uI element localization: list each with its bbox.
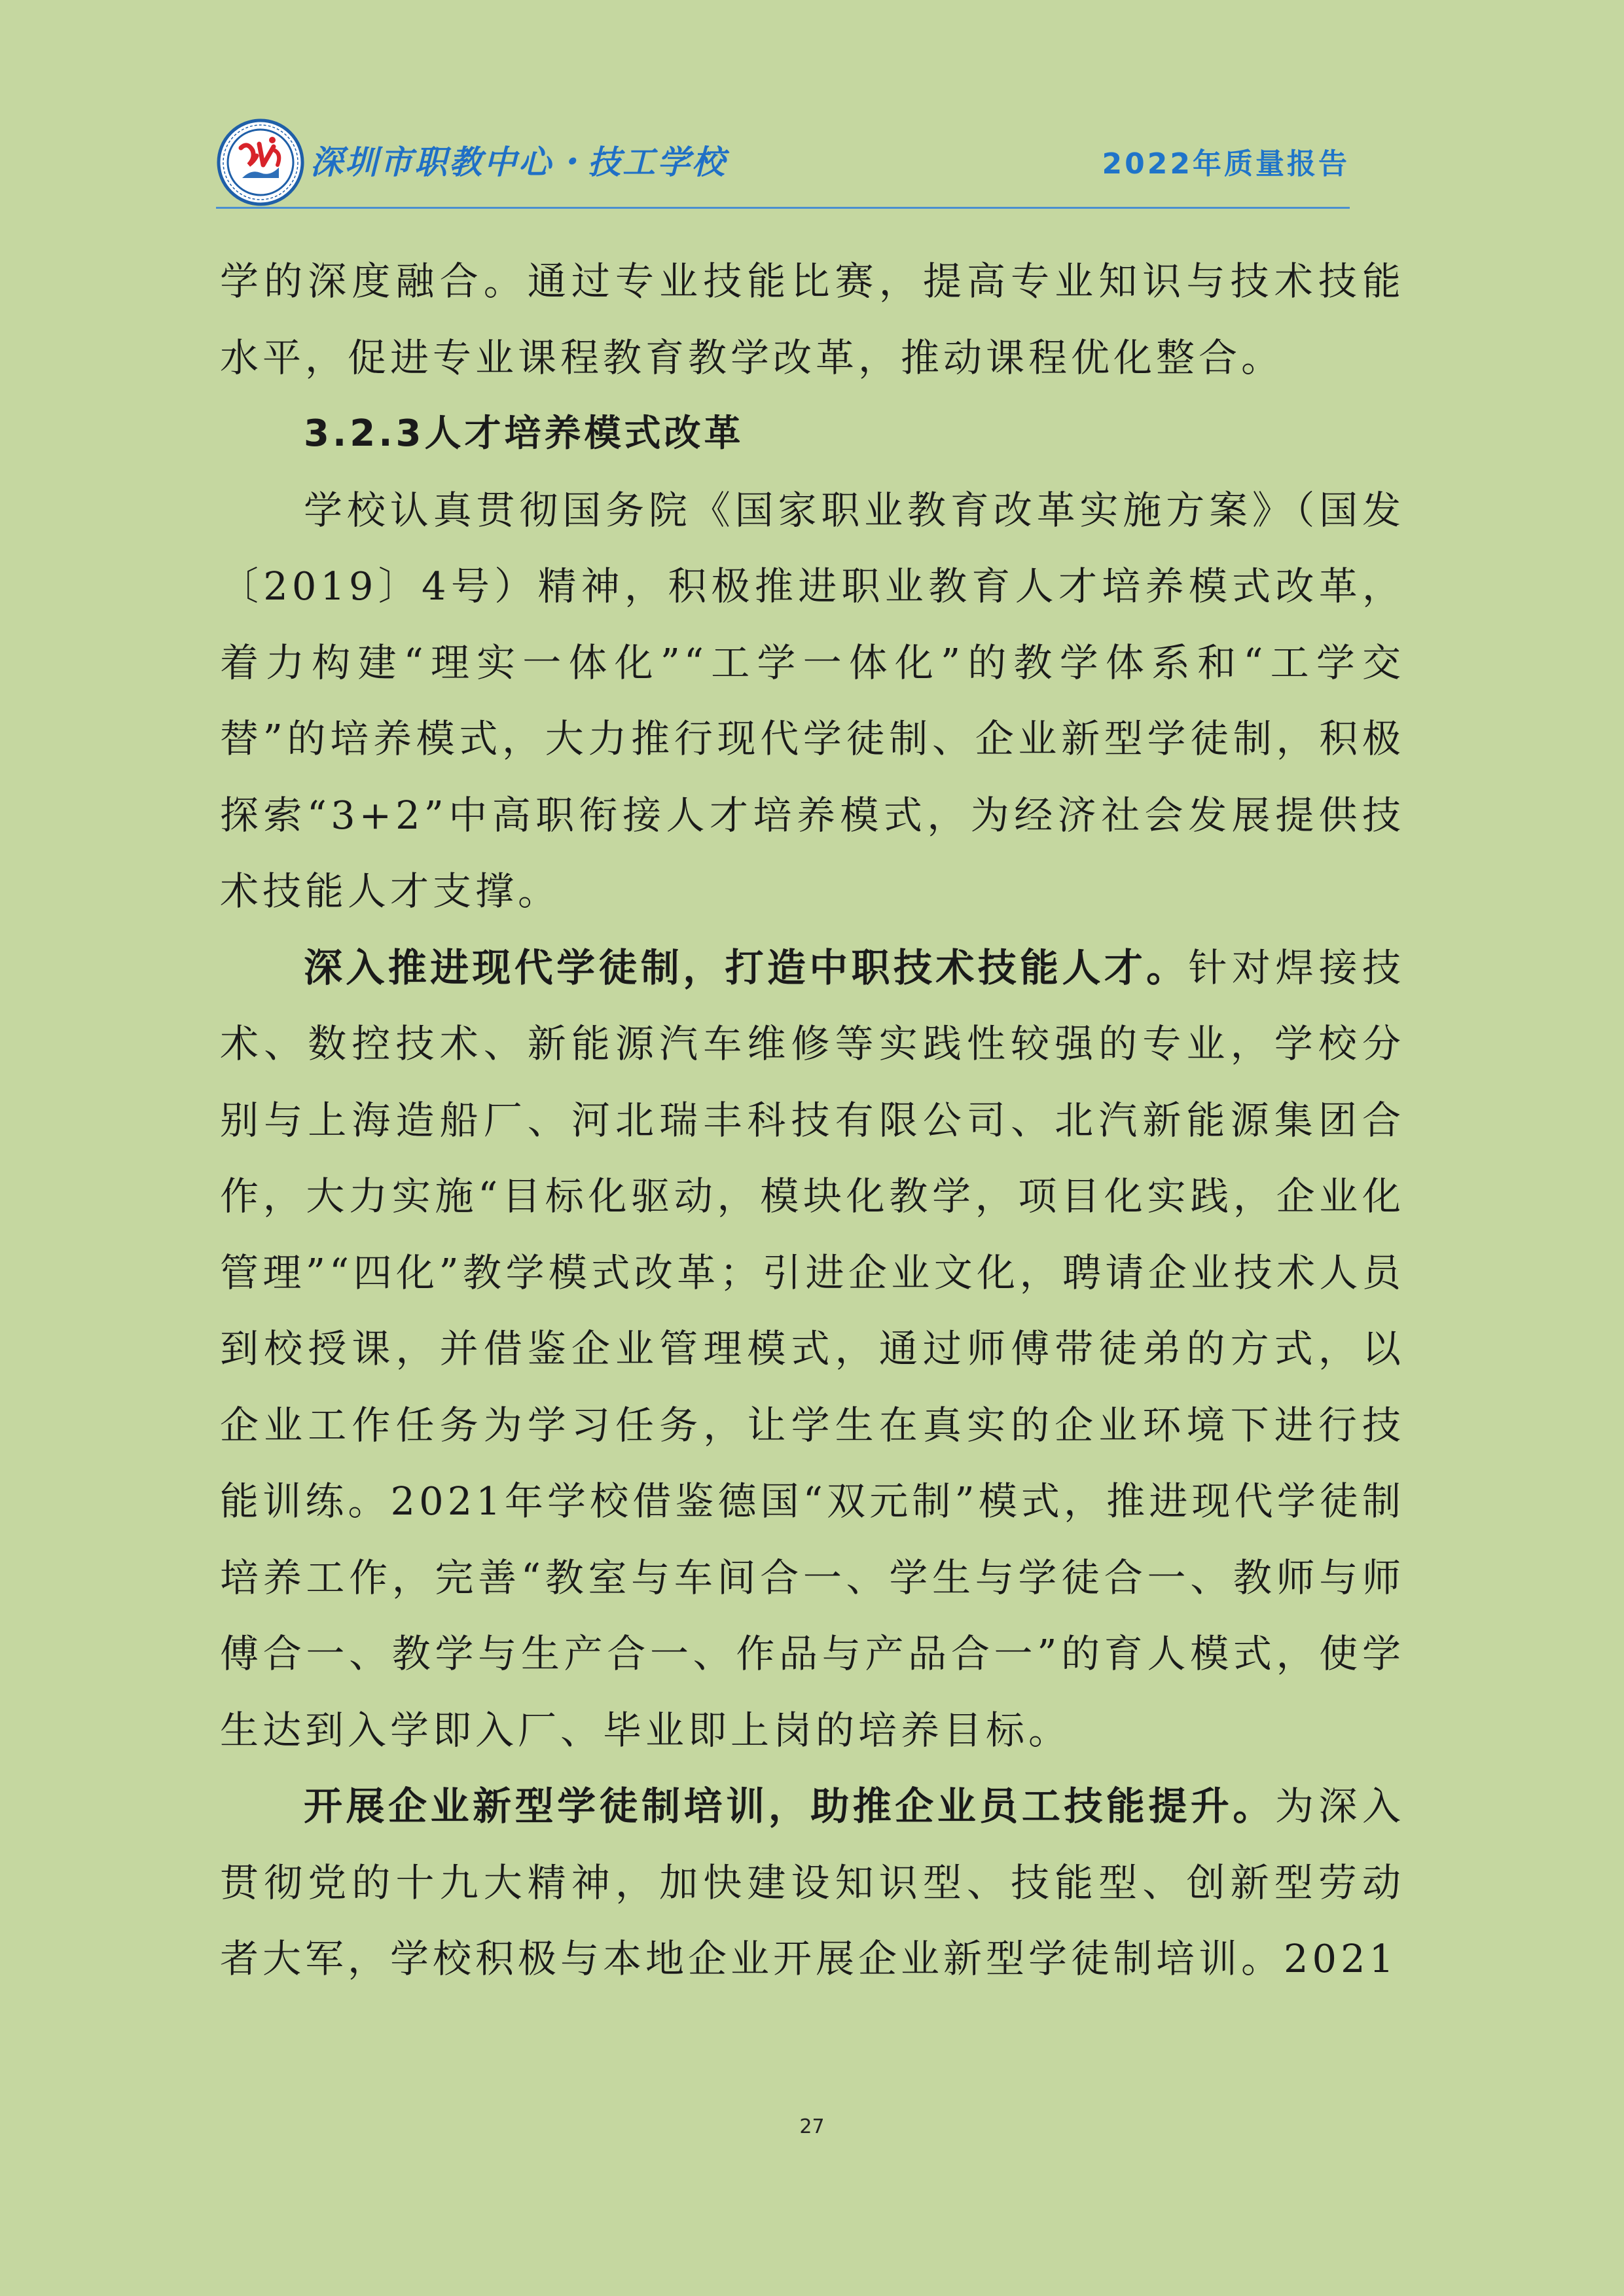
page-header xyxy=(216,117,1350,208)
page-number: 27 xyxy=(799,2115,825,2138)
paragraph-3-lead: 深入推进现代学徒制，打造中职技术技能人才。 xyxy=(304,944,1189,990)
body-paragraph-4 xyxy=(220,1768,1405,1998)
school-emblem-icon xyxy=(216,118,305,207)
report-title: 2022年质量报告 xyxy=(1102,147,1350,181)
body-paragraph-2: 学校认真贯彻国务院《国家职业教育改革实施方案》（国发〔2019〕4号）精神，积极推进职业教育人才培养模式改革，着力构建“理实一体化”“工学一体化”的教学体系和“工学交替”的培养模式，大力推行现代学徒制、企业新型学徒制，积极探索“3+2”中高职衔接人才培养模式，为经济社会发展提供技术技能人才支撑。 xyxy=(220,487,1405,914)
paragraph-4-lead: 开展企业新型学徒制培训，助推企业员工技能提升。 xyxy=(304,1784,1275,1829)
paragraph-4-text: 为深入贯彻党的十九大精神，加快建设知识型、技能型、创新型劳动者大军，学校积极与本地企业开展企业新型学徒制培训。2021 xyxy=(220,1784,1405,1981)
section-heading: 3.2.3人才培养模式改革 xyxy=(304,412,744,455)
page-body xyxy=(220,243,1405,1998)
header-divider xyxy=(216,207,1350,209)
paragraph-3-text: 针对焊接技术、数控技术、新能源汽车维修等实践性较强的专业，学校分别与上海造船厂、河北瑞丰科技有限公司、北汽新能源集团合作，大力实施“目标化驱动，模块化教学，项目化实践，企业化管理”“四化”教学模式改革；引进企业文化，聘请企业技术人员到校授课，并借鉴企业管理模式，通过师傅带徒弟的方式，以企业工作任务为学习任务，让学生在真实的企业环境下进行技能训练。2021年学校借鉴德国“双元制”模式，推进现代学徒制培养工作，完善“教室与车间合一、学生与学徒合一、教师与师傅合一、教学与生产合一、作品与产品合一”的育人模式，使学生达到入学即入厂、毕业即上岗的培养目标。 xyxy=(220,944,1405,1753)
body-paragraph-3 xyxy=(220,930,1405,1769)
school-name: 深圳市职教中心・技工学校 xyxy=(310,143,727,181)
body-paragraph-1: 学的深度融合。通过专业技能比赛，提高专业知识与技术技能水平，促进专业课程教育教学改革，推动课程优化整合。 xyxy=(220,259,1405,380)
